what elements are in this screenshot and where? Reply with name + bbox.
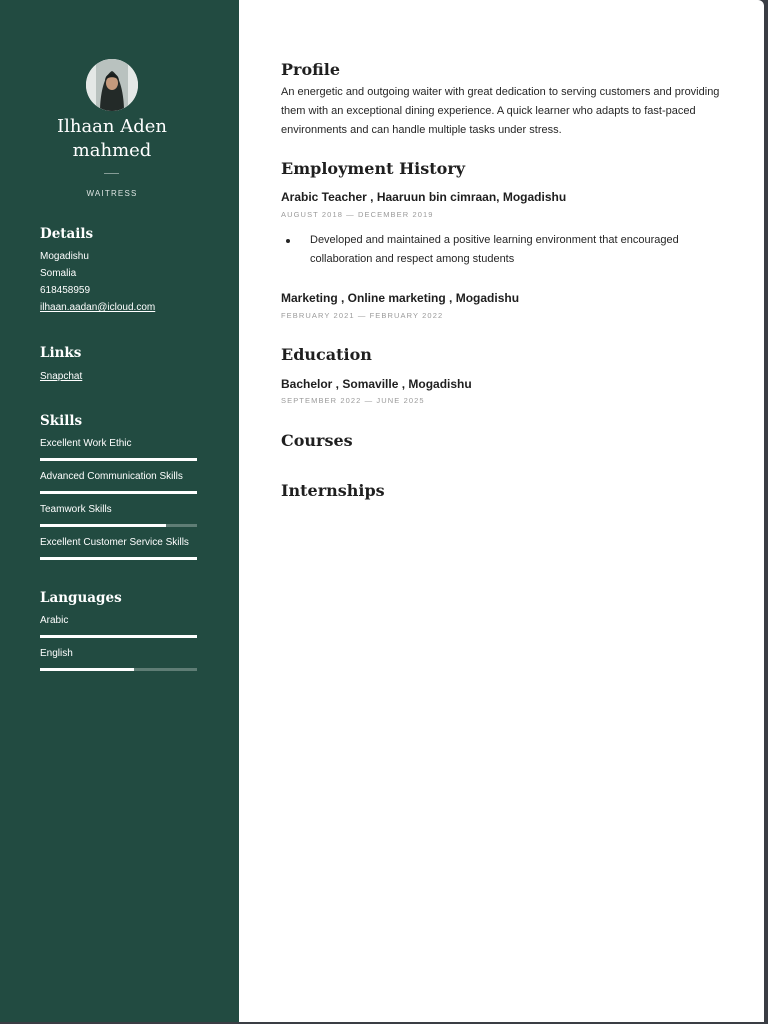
skill-level-fill	[40, 524, 166, 527]
language-level-fill	[40, 668, 134, 671]
details-phone: 618458959	[40, 285, 91, 296]
skill-level-bar	[40, 491, 197, 494]
details-email-link[interactable]: ilhaan.aadan@icloud.com	[40, 302, 156, 313]
employment-entry-dates: AUGUST 2018 — DECEMBER 2019	[281, 210, 434, 219]
main-content	[281, 0, 764, 1022]
details-city: Mogadishu	[40, 251, 89, 262]
employment-bullet-text: Developed and maintained a positive learning environment that encouraged collaboration and respect among students	[310, 234, 679, 265]
skills-heading: Skills	[40, 413, 83, 429]
skill-label: Teamwork Skills	[40, 504, 112, 515]
sidebar	[0, 0, 239, 1022]
languages-heading: Languages	[40, 590, 122, 606]
employment-bullet	[298, 231, 718, 269]
skill-level-fill	[40, 557, 197, 560]
job-title: WAITRESS	[86, 189, 138, 198]
language-level-fill	[40, 635, 197, 638]
name-divider	[104, 173, 119, 174]
education-heading: Education	[281, 345, 372, 364]
language-label: English	[40, 648, 73, 659]
skill-level-bar	[40, 524, 197, 527]
bullet-dot-icon	[286, 239, 290, 243]
language-level-bar	[40, 668, 197, 671]
links-heading: Links	[40, 345, 82, 361]
skill-level-fill	[40, 491, 197, 494]
profile-photo	[86, 59, 138, 111]
education-entry-title: Bachelor , Somaville , Mogadishu	[281, 377, 472, 391]
profile-heading: Profile	[281, 60, 341, 79]
avatar-icon	[86, 59, 138, 111]
name-line-1: Ilhaan Aden	[56, 116, 167, 137]
snapchat-link[interactable]: Snapchat	[40, 371, 83, 382]
details-heading: Details	[40, 226, 94, 242]
candidate-name	[0, 115, 224, 163]
employment-heading: Employment History	[281, 159, 466, 178]
employment-entry-title: Marketing , Online marketing , Mogadishu	[281, 291, 520, 305]
education-entry-dates: SEPTEMBER 2022 — JUNE 2025	[281, 396, 425, 405]
skill-label: Excellent Customer Service Skills	[40, 537, 189, 548]
language-label: Arabic	[40, 615, 69, 626]
name-line-2: mahmed	[72, 140, 152, 161]
courses-heading: Courses	[281, 431, 353, 450]
employment-entry-title: Arabic Teacher , Haaruun bin cimraan, Mogadishu	[281, 190, 567, 204]
skill-level-bar	[40, 557, 197, 560]
details-country: Somalia	[40, 268, 77, 279]
language-level-bar	[40, 635, 197, 638]
skill-label: Advanced Communication Skills	[40, 471, 183, 482]
skill-label: Excellent Work Ethic	[40, 438, 132, 449]
profile-text: An energetic and outgoing waiter with great dedication to serving customers and providing them with an exceptional dining experience. A quick learner who adapts to fast-paced environments and can handle multiple tasks under stress.	[281, 86, 720, 136]
internships-heading: Internships	[281, 481, 385, 500]
skill-level-bar	[40, 458, 197, 461]
skill-level-fill	[40, 458, 197, 461]
employment-entry-dates: FEBRUARY 2021 — FEBRUARY 2022	[281, 311, 444, 320]
